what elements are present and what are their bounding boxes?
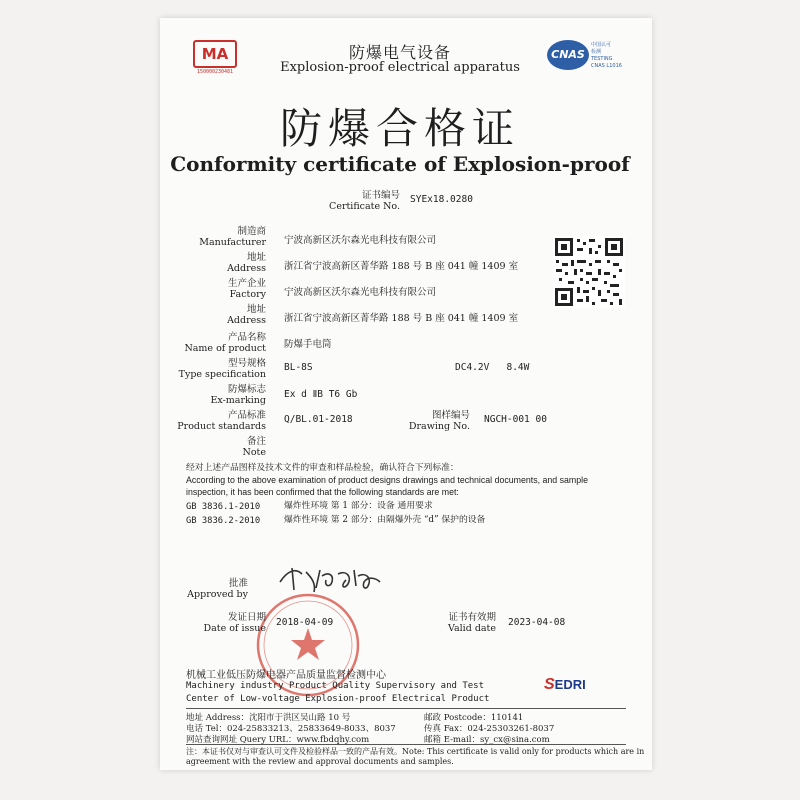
factory-label — [166, 278, 266, 300]
contact-tel: 电话 Tel：024-25833213、25833649-8033、8037 — [186, 724, 396, 734]
issuer-name-en-line1: Machinery industry Product Quality Supervisory and Test — [186, 681, 485, 691]
contact-url: 网站查询网址 Query URL：www.fbdqhy.com — [186, 735, 370, 745]
factory-label-cn: 生产企业 — [227, 278, 266, 289]
issue-date-label — [166, 612, 266, 634]
contact-fax: 传真 Fax：024-25303261-8037 — [424, 724, 555, 734]
qr-code — [553, 236, 625, 308]
certificate-title-cn: 防爆合格证 — [279, 104, 520, 153]
cnas-side-line: 检测 — [591, 49, 602, 55]
statement-en-line1: According to the above examination of product designs drawings and technical documents, and sample — [186, 475, 588, 485]
type-label — [166, 358, 266, 380]
cma-number: 150000230481 — [196, 69, 234, 75]
drawing-label — [370, 410, 470, 432]
note-label-en: Note — [242, 447, 266, 458]
standards-label-cn: 产品标准 — [227, 410, 266, 421]
sedri-logo — [544, 676, 586, 694]
factory-value: 宁波高新区沃尔森光电科技有限公司 — [284, 287, 437, 298]
standard2-desc: 爆炸性环境 第 2 部分：由隔爆外壳 “d” 保护的设备 — [284, 515, 486, 525]
exmarking-label — [166, 384, 266, 406]
standards-label-en: Product standards — [177, 421, 266, 432]
valid-date-value: 2023-04-08 — [508, 617, 566, 628]
footnote-line2: agreement with the review and approval documents and samples. — [186, 757, 454, 766]
drawing-value: NGCH-001 00 — [484, 414, 547, 425]
address1-label-cn: 地址 — [246, 252, 266, 263]
contact-postcode: 邮政 Postcode：110141 — [424, 713, 524, 723]
certificate-title-en: Conformity certificate of Explosion-proof — [170, 152, 630, 176]
manufacturer-value: 宁波高新区沃尔森光电科技有限公司 — [284, 235, 437, 246]
contact-address: 地址 Address：沈阳市于洪区吴山路 10 号 — [186, 713, 351, 723]
exmarking-value: Ex d ⅡB T6 Gb — [284, 389, 358, 400]
address2-label — [166, 304, 266, 326]
footnote-line1: 注：本证书仅对与审查认可文件及检验样品一致的产品有效。Note: This certificate is valid only for products which are in — [186, 747, 645, 756]
certificate-no-value: SYEx18.0280 — [410, 194, 473, 205]
cnas-side-line: CNAS L1016 — [591, 63, 622, 69]
issue-date-label-cn: 发证日期 — [227, 612, 266, 623]
standard1-desc: 爆炸性环境 第 1 部分：设备 通用要求 — [284, 501, 433, 511]
issue-date-value: 2018-04-09 — [276, 617, 334, 628]
product-value: 防爆手电筒 — [284, 339, 332, 350]
divider-line — [186, 708, 626, 709]
issuer-name-cn: 机械工业低压防爆电器产品质量监督检测中心 — [186, 670, 386, 681]
address1-label-en: Address — [227, 263, 266, 274]
product-label — [166, 332, 266, 354]
standards-label — [166, 410, 266, 432]
standards-value: Q/BL.01-2018 — [284, 414, 353, 425]
cnas-side-line: 中国认可 — [591, 42, 612, 48]
approved-label-cn: 批准 — [228, 578, 248, 589]
contact-email: 邮箱 E-mail：sy_cx@sina.com — [424, 735, 550, 745]
certificate-no-label-cn: 证书编号 — [361, 190, 400, 201]
header-title-cn: 防爆电气设备 — [348, 43, 451, 62]
valid-date-label-cn: 证书有效期 — [448, 612, 496, 623]
manufacturer-label-en: Manufacturer — [199, 237, 266, 248]
valid-date-label-en: Valid date — [447, 623, 496, 634]
issue-date-label-en: Date of issue — [203, 623, 266, 634]
note-label — [166, 436, 266, 458]
address2-value: 浙江省宁波高新区菁华路 188 号 B 座 041 幢 1409 室 — [284, 313, 519, 324]
manufacturer-label — [166, 226, 266, 248]
cma-logo-mark: MA — [193, 40, 237, 68]
address1-value: 浙江省宁波高新区菁华路 188 号 B 座 041 幢 1409 室 — [284, 261, 519, 272]
exmarking-label-en: Ex-marking — [210, 395, 266, 406]
sedri-logo-s: S — [544, 676, 555, 693]
standard1-code: GB 3836.1-2010 — [186, 502, 261, 512]
cnas-side-line: TESTING — [591, 56, 613, 62]
address2-label-en: Address — [227, 315, 266, 326]
exmarking-label-cn: 防爆标志 — [227, 384, 266, 395]
valid-date-label — [396, 612, 496, 634]
certificate-no-label-en: Certificate No. — [329, 201, 400, 212]
manufacturer-label-cn: 制造商 — [237, 226, 266, 237]
header-title-en: Explosion-proof electrical apparatus — [280, 60, 520, 75]
address1-label — [166, 252, 266, 274]
type-rating-value: DC4.2V 8.4W — [455, 362, 530, 373]
product-label-en: Name of product — [184, 343, 266, 354]
type-label-cn: 型号规格 — [227, 358, 266, 369]
standard2-code: GB 3836.2-2010 — [186, 516, 261, 526]
sedri-logo-text: EDRI — [554, 677, 586, 692]
approved-label — [166, 578, 248, 600]
statement-en-line2: inspection, it has been confirmed that the following standards are met: — [186, 487, 459, 497]
factory-label-en: Factory — [229, 289, 266, 300]
type-label-en: Type specification — [178, 369, 266, 380]
type-value: BL-8S — [284, 362, 313, 373]
note-label-cn: 备注 — [246, 436, 266, 447]
address2-label-cn: 地址 — [246, 304, 266, 315]
certificate-no-label — [300, 190, 400, 212]
approved-label-en: Approved by — [187, 589, 248, 600]
product-label-cn: 产品名称 — [227, 332, 266, 343]
statement-cn: 经对上述产品图样及技术文件的审查和样品检验，确认符合下列标准： — [186, 463, 459, 473]
cnas-logo-mark: CNAS — [547, 40, 589, 70]
footer-divider-line — [186, 744, 626, 745]
drawing-label-en: Drawing No. — [408, 421, 470, 432]
drawing-label-cn: 图样编号 — [431, 410, 470, 421]
issuer-name-en-line2: Center of Low-voltage Explosion-proof Electrical Product — [186, 694, 490, 704]
